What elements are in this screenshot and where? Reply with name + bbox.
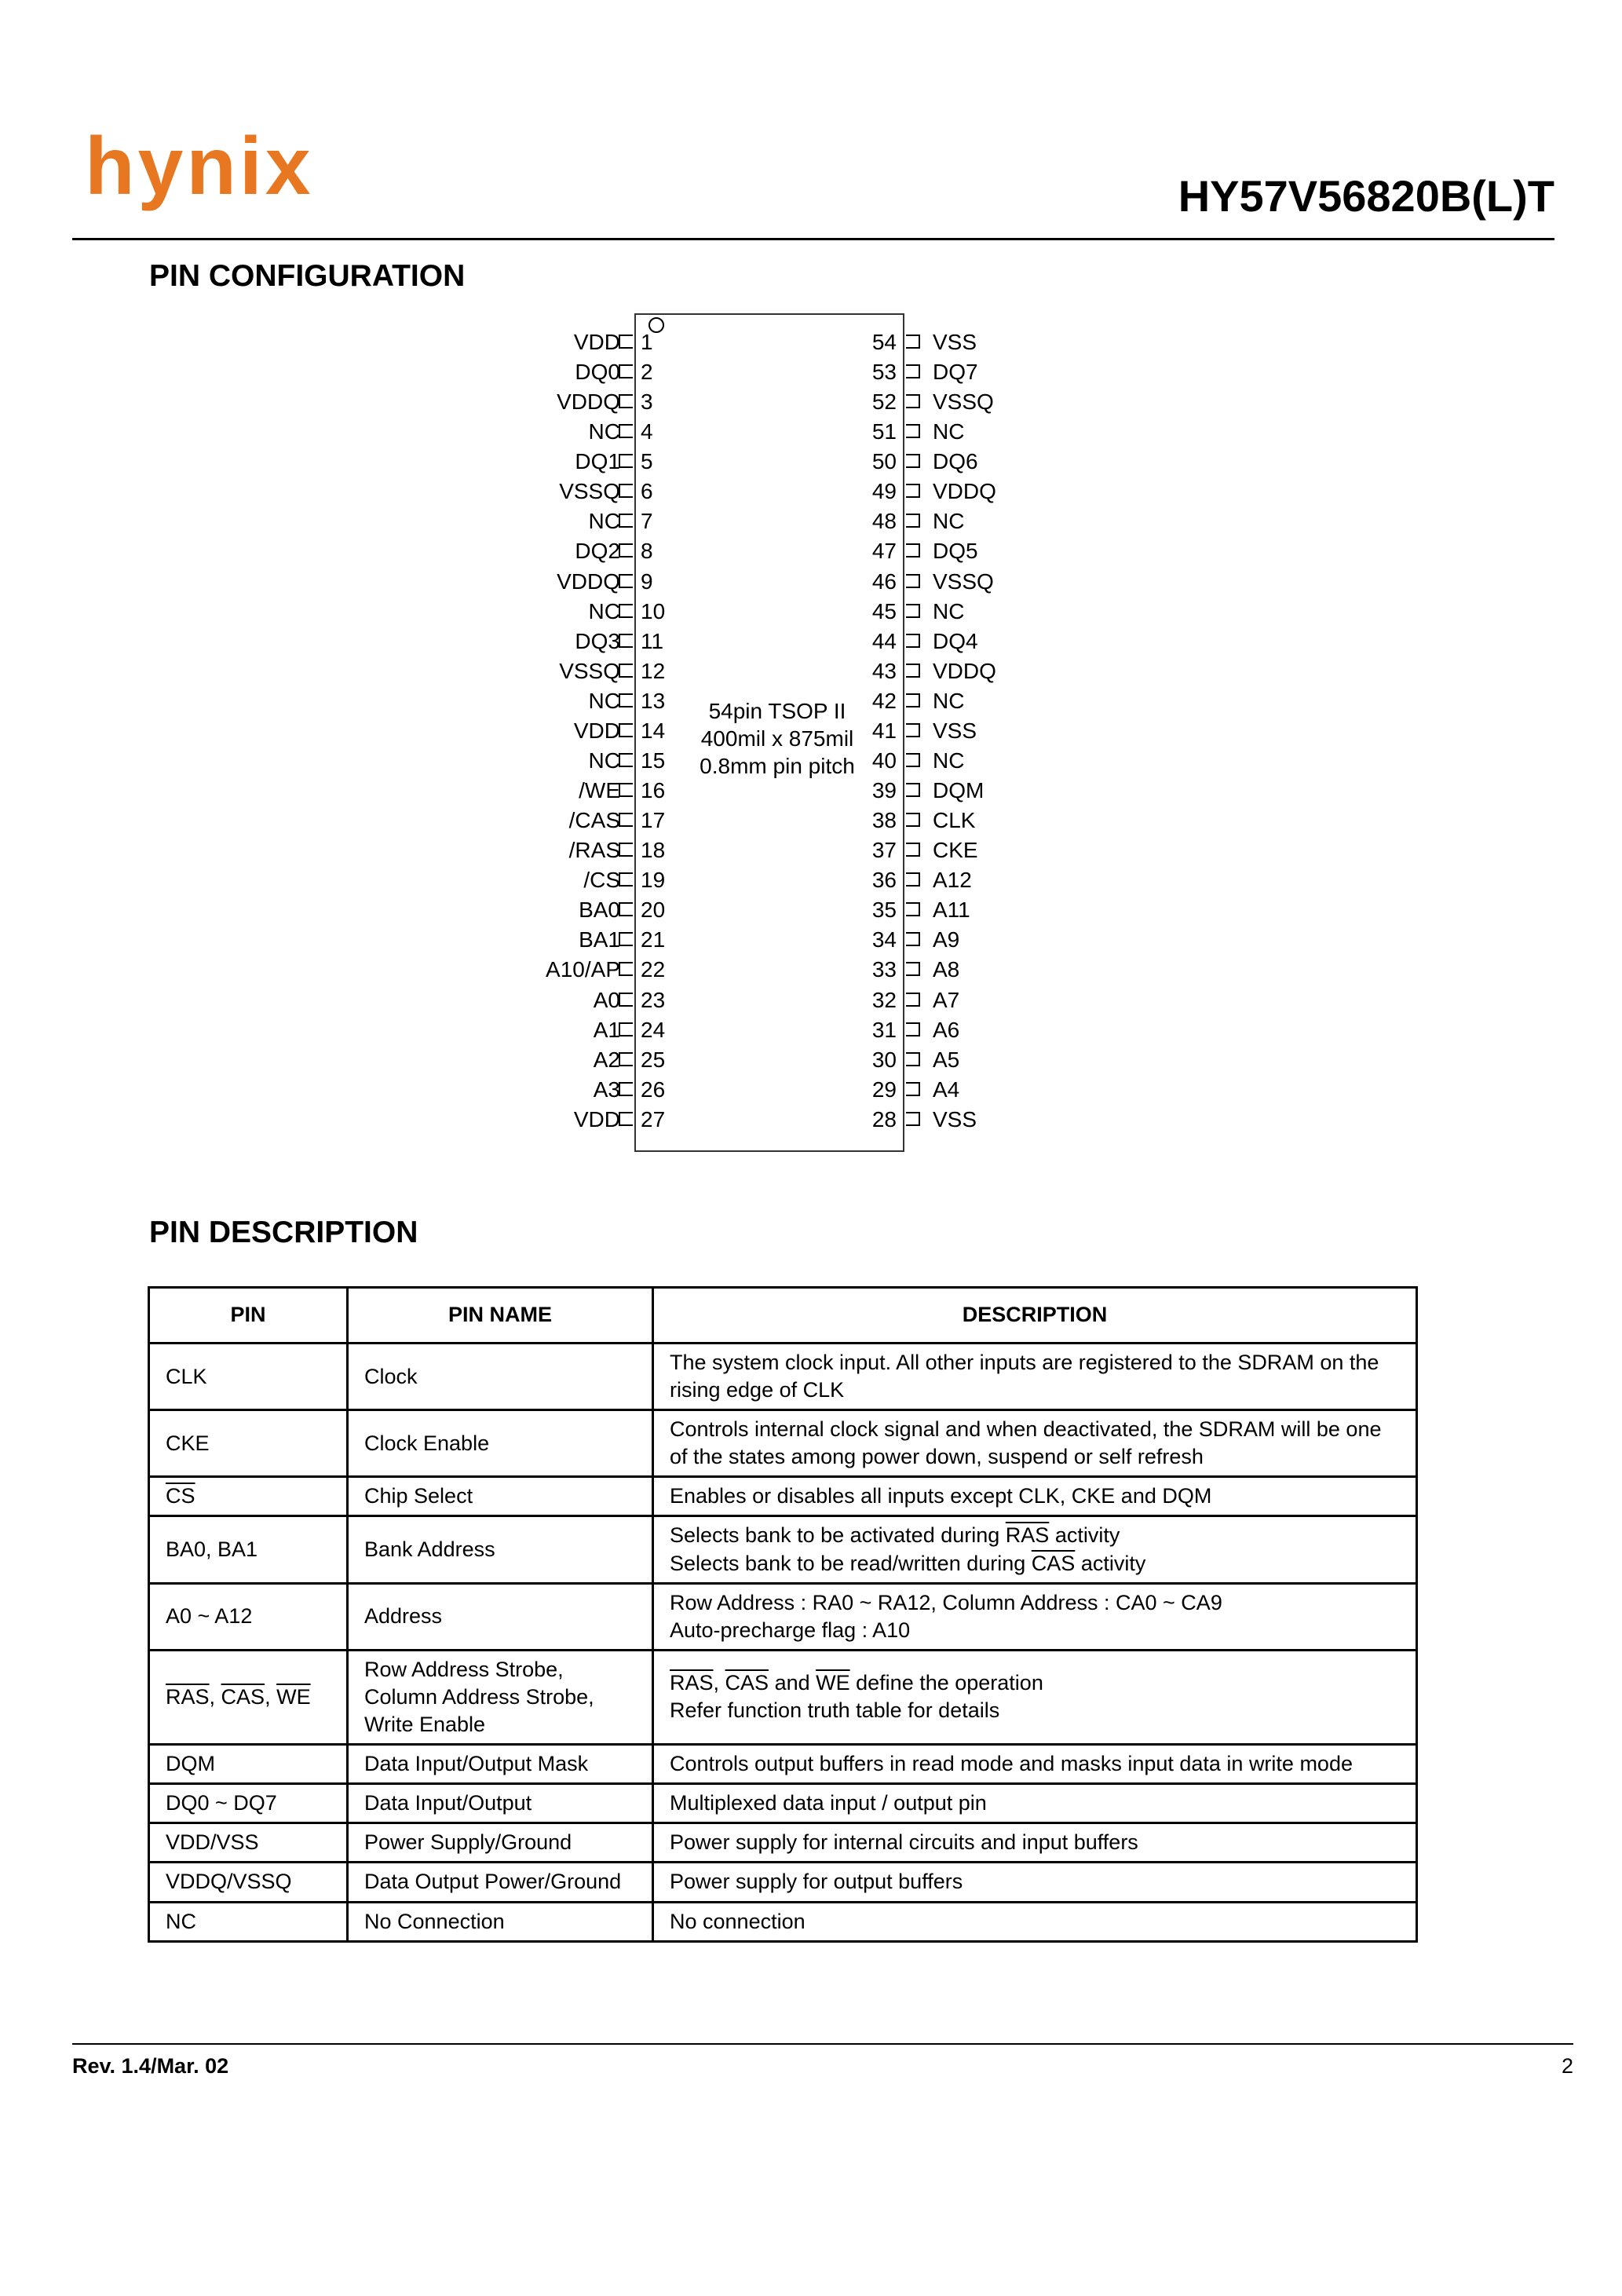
description-line: Multiplexed data input / output pin (670, 1791, 987, 1815)
pin-cell: BA0, BA1 (149, 1516, 348, 1583)
pin-number: 42 (871, 688, 897, 713)
pin-53 (871, 359, 1220, 386)
pin-number: 11 (641, 628, 664, 653)
pin-lead-icon (619, 902, 633, 916)
pin-number: 17 (641, 808, 666, 833)
pin-3 (0, 389, 653, 415)
pin-number: 28 (871, 1106, 897, 1132)
pin-8 (0, 538, 653, 565)
pin-name: NC (588, 748, 620, 773)
pin-number: 21 (641, 927, 666, 952)
pin-15 (0, 748, 666, 774)
pin-number: 16 (641, 778, 666, 803)
package-type: 54pin TSOP II (708, 699, 846, 723)
pin-42 (871, 688, 1220, 715)
pin-number: 6 (641, 479, 653, 504)
pin-lead-icon (906, 723, 920, 737)
pin-cell: CKE (149, 1410, 348, 1477)
pin-lead-icon (906, 962, 920, 976)
pin-name-cell: Clock Enable (348, 1410, 653, 1477)
description-line: Controls internal clock signal and when deactivated, the SDRAM will be one of the states among power down, suspend or self refresh (670, 1417, 1382, 1469)
table-row (149, 1863, 1417, 1902)
pin-7 (0, 508, 653, 535)
pin-name: VSSQ (559, 479, 620, 504)
pin-name: A10/AP (546, 957, 620, 982)
pin-lead-icon (906, 1082, 920, 1096)
pin-name: A5 (933, 1047, 960, 1072)
pin-name: VDDQ (557, 389, 620, 415)
pin-lead-icon (619, 364, 633, 378)
pin-name: A1 (593, 1017, 620, 1042)
pin-lead-icon (906, 454, 920, 468)
pin-name: NC (588, 419, 620, 444)
pin-number: 13 (641, 688, 666, 713)
pin-lead-icon (906, 514, 920, 528)
pin-23 (0, 987, 666, 1014)
pin-name: NC (933, 598, 965, 623)
pin-lead-icon (619, 335, 633, 349)
pin-number: 49 (871, 479, 897, 504)
pin-6 (0, 478, 653, 505)
pin-lead-icon (906, 693, 920, 707)
pin-name: VSSQ (933, 389, 994, 415)
pin-12 (0, 658, 666, 685)
pin-lead-icon (906, 1022, 920, 1036)
table-row (149, 1745, 1417, 1784)
table-row (149, 1650, 1417, 1744)
pin-10 (0, 598, 666, 625)
pin-number: 41 (871, 718, 897, 743)
pin-lead-icon (619, 484, 633, 498)
pin-19 (0, 867, 666, 894)
pin-number: 26 (641, 1077, 666, 1102)
pin-27 (0, 1106, 666, 1133)
pin-name: A0 (593, 987, 620, 1012)
pin-name: DQM (933, 778, 985, 803)
pin-number: 38 (871, 808, 897, 833)
pin-lead-icon (906, 335, 920, 349)
pin-name: A9 (933, 927, 960, 952)
pin-24 (0, 1017, 666, 1044)
pin-name-cell: Data Input/Output Mask (348, 1745, 653, 1784)
pin-number: 18 (641, 838, 666, 863)
pin-lead-icon (906, 932, 920, 946)
pin-cell: A0 ~ A12 (149, 1583, 348, 1650)
pin-1 (0, 329, 653, 356)
pin-number: 19 (641, 868, 666, 893)
description-cell (653, 1823, 1417, 1863)
table-row (149, 1784, 1417, 1823)
pin-name: /RAS (568, 838, 620, 863)
pin-lead-icon (619, 872, 633, 887)
pin-4 (0, 419, 653, 445)
pin-5 (0, 448, 653, 475)
pin-name: NC (588, 598, 620, 623)
pin-lead-icon (906, 604, 920, 618)
pin-number: 34 (871, 927, 897, 952)
pin-number: 30 (871, 1047, 897, 1072)
pin-number: 1 (641, 330, 653, 354)
pin-number: 44 (871, 628, 897, 653)
pin-32 (871, 987, 1220, 1014)
pin-number: 31 (871, 1017, 897, 1042)
pin-cell: VDD/VSS (149, 1823, 348, 1863)
pin-number: 15 (641, 748, 666, 773)
description-cell (653, 1516, 1417, 1583)
description-line: Power supply for internal circuits and input buffers (670, 1830, 1138, 1855)
pin-name: VSSQ (559, 658, 620, 683)
pin-39 (871, 777, 1220, 804)
pin-lead-icon (906, 813, 920, 827)
pin-name-cell: No Connection (348, 1902, 653, 1941)
pin-lead-icon (906, 424, 920, 438)
pin-name: VDD (573, 330, 620, 354)
header-pin: PIN (149, 1288, 348, 1344)
pin-cell: CLK (149, 1344, 348, 1410)
pin-lead-icon (619, 454, 633, 468)
pin-number: 54 (871, 330, 897, 354)
pin-cell: DQ0 ~ DQ7 (149, 1784, 348, 1823)
pin-40 (871, 748, 1220, 774)
pin-30 (871, 1047, 1220, 1073)
pin-name: VSS (933, 330, 977, 354)
pin-20 (0, 897, 666, 923)
pin-name: A11 (933, 898, 970, 923)
pin-number: 33 (871, 957, 897, 982)
pin-name: VDDQ (933, 479, 996, 504)
pin-lead-icon (619, 664, 633, 678)
pin-name-cell: Bank Address (348, 1516, 653, 1583)
pin-45 (871, 598, 1220, 625)
pin-name: CLK (933, 808, 976, 833)
pin-lead-icon (906, 364, 920, 378)
table-row (149, 1410, 1417, 1477)
pin-name-cell: Address (348, 1583, 653, 1650)
pin-name-cell: Clock (348, 1344, 653, 1410)
footer-rule (72, 2043, 1573, 2045)
description-line: $\overline{RAS}$, $\overline{CAS}$ and $\overline{WE}$ define the operation (670, 1671, 1043, 1695)
pin-number: 47 (871, 539, 897, 564)
pin-51 (871, 419, 1220, 445)
table-row (149, 1516, 1417, 1583)
pin-17 (0, 807, 666, 834)
description-cell (653, 1583, 1417, 1650)
pin-name: VSS (933, 718, 977, 743)
pin-name: VDD (573, 718, 620, 743)
pin-name: VDDQ (557, 569, 620, 594)
pin-lead-icon (906, 394, 920, 408)
pin-lead-icon (619, 932, 633, 946)
pin-lead-icon (619, 514, 633, 528)
pin-number: 29 (871, 1077, 897, 1102)
pin-lead-icon (906, 574, 920, 588)
pin-13 (0, 688, 666, 715)
pin-lead-icon (906, 1112, 920, 1126)
pin-name: /CS (583, 868, 620, 893)
table-row (149, 1823, 1417, 1863)
pin-41 (871, 718, 1220, 744)
pin-9 (0, 569, 653, 595)
pin-lead-icon (906, 843, 920, 857)
pin-number: 52 (871, 389, 897, 415)
pin-number: 53 (871, 360, 897, 385)
pin-name: VSS (933, 1106, 977, 1132)
pin-number: 35 (871, 898, 897, 923)
package-pitch: 0.8mm pin pitch (700, 754, 855, 778)
pin-lead-icon (906, 902, 920, 916)
pin-38 (871, 807, 1220, 834)
pin-lead-icon (619, 634, 633, 648)
pin-name-cell: Data Output Power/Ground (348, 1863, 653, 1902)
pin-number: 27 (641, 1106, 666, 1132)
pin-lead-icon (906, 753, 920, 767)
pin-name-cell: Chip Select (348, 1477, 653, 1516)
pin-35 (871, 897, 1220, 923)
pin-lead-icon (619, 962, 633, 976)
description-line: Refer function truth table for details (670, 1698, 1000, 1723)
pin-name: NC (933, 748, 965, 773)
pin-number: 51 (871, 419, 897, 444)
pin-name: NC (588, 509, 620, 534)
part-number: HY57V56820B(L)T (1178, 171, 1554, 221)
pin-number: 40 (871, 748, 897, 773)
pin-31 (871, 1017, 1220, 1044)
pin-16 (0, 777, 666, 804)
pin-lead-icon (619, 783, 633, 797)
pin-lead-icon (619, 723, 633, 737)
pin-2 (0, 359, 653, 386)
pin-name: CKE (933, 838, 978, 863)
description-line: Controls output buffers in read mode and masks input data in write mode (670, 1752, 1353, 1776)
description-cell (653, 1477, 1417, 1516)
pin-cell: VDDQ/VSSQ (149, 1863, 348, 1902)
pin-number: 8 (641, 539, 653, 564)
page-number: 2 (1561, 2054, 1573, 2078)
pin-name: VDDQ (933, 658, 996, 683)
pin-name: A4 (933, 1077, 960, 1102)
description-line: Selects bank to be read/written during $\overline{CAS}$ activity (670, 1551, 1146, 1575)
pin-lead-icon (906, 664, 920, 678)
pin-50 (871, 448, 1220, 475)
pin-21 (0, 927, 666, 953)
description-cell (653, 1745, 1417, 1784)
pin-number: 25 (641, 1047, 666, 1072)
pin-lead-icon (619, 1112, 633, 1126)
description-line: Auto-precharge flag : A10 (670, 1618, 911, 1642)
pin-name: BA1 (579, 927, 620, 952)
pin-name: A7 (933, 987, 960, 1012)
pin-lead-icon (619, 394, 633, 408)
description-line: Power supply for output buffers (670, 1870, 963, 1894)
pin-name: NC (933, 509, 965, 534)
pin-22 (0, 956, 666, 983)
pin-cell: NC (149, 1902, 348, 1941)
pin-lead-icon (906, 783, 920, 797)
pin-25 (0, 1047, 666, 1073)
pin-name: /CAS (568, 808, 620, 833)
table-row (149, 1902, 1417, 1941)
pin-configuration-title: PIN CONFIGURATION (149, 259, 466, 293)
pin-number: 12 (641, 658, 666, 683)
table-header-row (149, 1288, 1417, 1344)
description-line: The system clock input. All other inputs are registered to the SDRAM on the rising edge of CLK (670, 1351, 1379, 1402)
pin-name: DQ4 (933, 628, 978, 653)
pin-44 (871, 628, 1220, 655)
pin-lead-icon (906, 872, 920, 887)
pin-lead-icon (619, 604, 633, 618)
pin-number: 7 (641, 509, 653, 534)
pin-number: 23 (641, 987, 666, 1012)
pin-lead-icon (619, 424, 633, 438)
pin-lead-icon (906, 993, 920, 1007)
pin-name: DQ2 (575, 539, 620, 564)
table-row (149, 1344, 1417, 1410)
header-rule (72, 238, 1554, 240)
pin-name: DQ6 (933, 449, 978, 474)
description-line: No connection (670, 1909, 806, 1933)
pin-cell: $\overline{RAS}$, $\overline{CAS}$, $\overline{WE}$ (149, 1650, 348, 1744)
pin-name: DQ5 (933, 539, 978, 564)
pin-number: 46 (871, 569, 897, 594)
pin-18 (0, 837, 666, 864)
pin-lead-icon (619, 574, 633, 588)
pin-name: NC (588, 688, 620, 713)
pin-number: 50 (871, 449, 897, 474)
pin-lead-icon (906, 484, 920, 498)
pin-lead-icon (619, 1082, 633, 1096)
pin-name: A6 (933, 1017, 960, 1042)
pin-54 (871, 329, 1220, 356)
pin-49 (871, 478, 1220, 505)
pin-11 (0, 628, 664, 655)
pin-name: A12 (933, 868, 972, 893)
pin-name: /WE (579, 778, 620, 803)
description-line: Enables or disables all inputs except CLK, CKE and DQM (670, 1484, 1212, 1508)
hynix-logo: hynix (85, 121, 314, 212)
pin-name: A8 (933, 957, 960, 982)
pin-name: NC (933, 419, 965, 444)
pin-number: 36 (871, 868, 897, 893)
pin-number: 2 (641, 360, 653, 385)
pin-number: 37 (871, 838, 897, 863)
pin-number: 5 (641, 449, 653, 474)
pin-33 (871, 956, 1220, 983)
pin-lead-icon (619, 753, 633, 767)
pin-name: VDD (573, 1106, 620, 1132)
description-cell (653, 1410, 1417, 1477)
pin-lead-icon (619, 693, 633, 707)
description-line: Selects bank to be activated during $\overline{RAS}$ activity (670, 1523, 1120, 1548)
pin-name-cell: Data Input/Output (348, 1784, 653, 1823)
pin-36 (871, 867, 1220, 894)
pin-number: 24 (641, 1017, 666, 1042)
pin-name: DQ0 (575, 360, 620, 385)
pin-lead-icon (619, 1022, 633, 1036)
table-row (149, 1477, 1417, 1516)
pin-number: 22 (641, 957, 666, 982)
pin-name: BA0 (579, 898, 620, 923)
pin-52 (871, 389, 1220, 415)
pin-number: 14 (641, 718, 666, 743)
pin-name-cell: Row Address Strobe, Column Address Strobe, Write Enable (348, 1650, 653, 1744)
pin-29 (871, 1077, 1220, 1103)
header-description: DESCRIPTION (653, 1288, 1417, 1344)
description-cell (653, 1902, 1417, 1941)
pin-number: 4 (641, 419, 653, 444)
pin-lead-icon (619, 813, 633, 827)
pin-47 (871, 538, 1220, 565)
pin-number: 39 (871, 778, 897, 803)
pin-number: 10 (641, 598, 666, 623)
pin-number: 9 (641, 569, 653, 594)
pin-lead-icon (906, 543, 920, 558)
pin-number: 3 (641, 389, 653, 415)
pin-name: A2 (593, 1047, 620, 1072)
pin-lead-icon (906, 634, 920, 648)
pin-lead-icon (619, 993, 633, 1007)
pin-number: 32 (871, 987, 897, 1012)
pin-number: 45 (871, 598, 897, 623)
pin-name-cell: Power Supply/Ground (348, 1823, 653, 1863)
pin-lead-icon (619, 1052, 633, 1066)
pin-43 (871, 658, 1220, 685)
description-cell (653, 1863, 1417, 1902)
pin-37 (871, 837, 1220, 864)
pin-name: VSSQ (933, 569, 994, 594)
pin-name: A3 (593, 1077, 620, 1102)
description-cell (653, 1784, 1417, 1823)
pin-cell: $\overline{CS}$ (149, 1477, 348, 1516)
description-cell (653, 1650, 1417, 1744)
pin-number: 48 (871, 509, 897, 534)
revision: Rev. 1.4/Mar. 02 (72, 2054, 229, 2078)
pin-lead-icon (619, 843, 633, 857)
pin-name: DQ7 (933, 360, 978, 385)
pin-34 (871, 927, 1220, 953)
package-size: 400mil x 875mil (700, 726, 854, 751)
pin-lead-icon (906, 1052, 920, 1066)
table-row (149, 1583, 1417, 1650)
pin-description-table (148, 1286, 1418, 1943)
pin-name: NC (933, 688, 965, 713)
pin-26 (0, 1077, 666, 1103)
pin-lead-icon (619, 543, 633, 558)
pin-number: 20 (641, 898, 666, 923)
description-line: Row Address : RA0 ~ RA12, Column Address : CA0 ~ CA9 (670, 1590, 1222, 1614)
pin-cell: DQM (149, 1745, 348, 1784)
pin-46 (871, 569, 1220, 595)
header-pin-name: PIN NAME (348, 1288, 653, 1344)
pin-name: DQ3 (575, 628, 620, 653)
pin-description-title: PIN DESCRIPTION (149, 1216, 418, 1249)
pin-number: 43 (871, 658, 897, 683)
pin-14 (0, 718, 666, 744)
description-cell (653, 1344, 1417, 1410)
pin-48 (871, 508, 1220, 535)
pin-name: DQ1 (575, 449, 620, 474)
pin-28 (871, 1106, 1220, 1133)
